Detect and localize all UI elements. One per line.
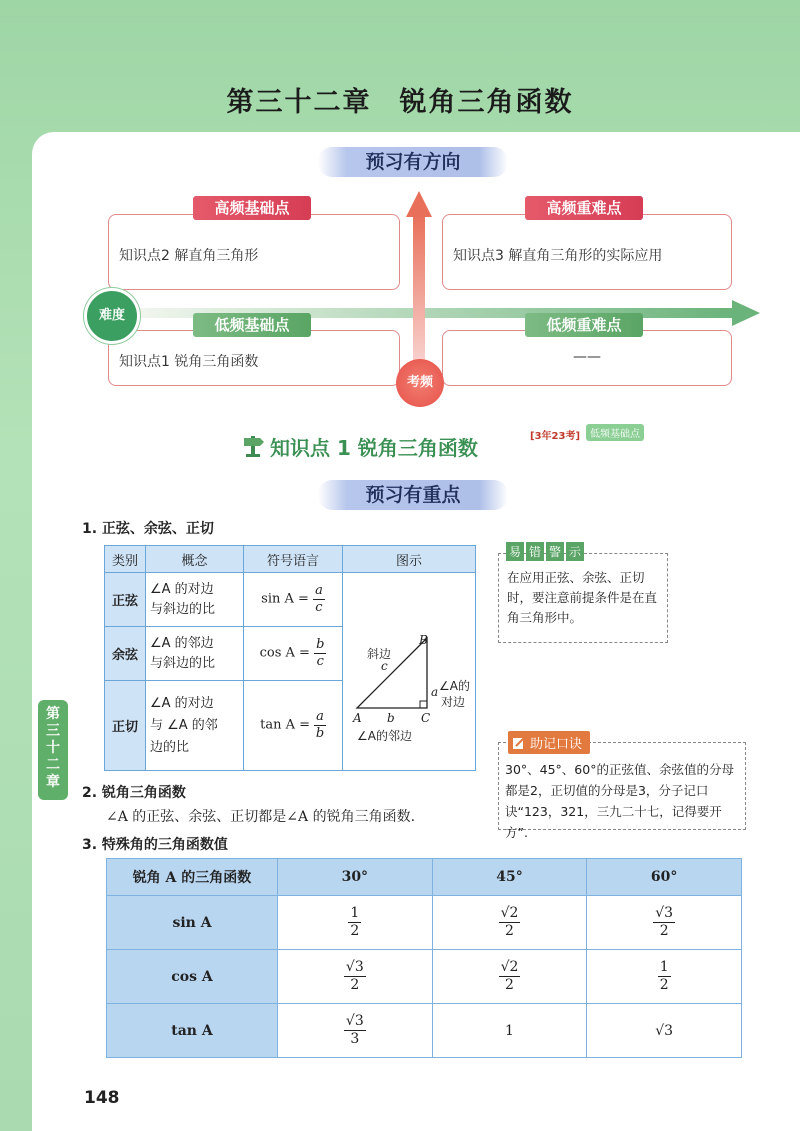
low-basic-tag: 低频基础点 <box>193 313 311 337</box>
warning-title-char: 易 <box>506 542 524 561</box>
difficulty-axis-label: 难度 <box>84 288 140 344</box>
mnemonic-text: 30°、45°、60°的正弦值、余弦值的分母都是2，正切值的分母是3，分子记口诀“123，321，三九二十七，记得要开方”. <box>505 762 734 840</box>
mnemonic-title-label: 助记口诀 <box>530 737 583 752</box>
row-tan-formula: tan A = $\frac{a}{b}$ <box>244 681 343 771</box>
quadrant-low-basic <box>108 330 400 386</box>
warning-title <box>506 542 584 561</box>
table-header-60: 60° <box>587 859 742 896</box>
section3-heading: 3. 特殊角的三角函数值 <box>82 837 228 853</box>
diagram-adj: ∠A的邻边 <box>357 729 412 743</box>
table-row <box>107 1004 742 1058</box>
diagram-opp: ∠A的 <box>439 679 470 693</box>
chapter-title: 第三十二章 锐角三角函数 <box>226 87 574 118</box>
preview-key-banner <box>318 480 508 510</box>
low-basic-content: 知识点1 锐角三角函数 <box>119 354 259 370</box>
trig-definition-table <box>104 545 476 771</box>
col-header-concept: 概念 <box>146 546 244 573</box>
cell-tan-60: √3 <box>587 1004 742 1058</box>
high-difficult-tag: 高频重难点 <box>525 196 643 220</box>
quadrant-high-difficult <box>442 214 732 290</box>
high-difficult-content: 知识点3 解直角三角形的实际应用 <box>453 248 663 264</box>
warning-title-char: 警 <box>546 542 564 561</box>
page-number: 148 <box>84 1088 120 1108</box>
diagram-B: B <box>419 633 428 647</box>
side-tab-label: 第三十二章 <box>46 706 60 790</box>
row-fn-sin: sin A <box>107 896 278 950</box>
knowledge-point-years: [3年23考] <box>530 431 581 442</box>
warning-title-char: 示 <box>566 542 584 561</box>
row-sin-concept: ∠A 的对边 与斜边的比 <box>146 573 244 627</box>
cell-tan-45: 1 <box>432 1004 587 1058</box>
high-basic-tag: 高频基础点 <box>193 196 311 220</box>
table-header-45: 45° <box>432 859 587 896</box>
diagram-C: C <box>421 711 431 725</box>
cell-cos-60: $\frac{1}{2}$ <box>587 950 742 1004</box>
row-cos-concept: ∠A 的邻边 与斜边的比 <box>146 627 244 681</box>
cell-sin-60: $\frac{√3}{2}$ <box>587 896 742 950</box>
low-difficult-content: —— <box>573 349 601 365</box>
row-cos-category: 余弦 <box>105 627 146 681</box>
knowledge-point-title: 知识点 1 锐角三角函数 <box>270 436 478 460</box>
row-tan-category: 正切 <box>105 681 146 771</box>
frequency-axis-arrow <box>406 191 432 217</box>
diagram-c: c <box>381 659 388 673</box>
preview-direction-label: 预习有方向 <box>365 151 461 173</box>
table-row <box>107 950 742 1004</box>
diagram-A: A <box>353 711 362 725</box>
section2-text: ∠A 的正弦、余弦、正切都是∠A 的锐角三角函数. <box>106 809 416 825</box>
warning-text: 在应用正弦、余弦、正切时，要注意前提条件是在直角三角形中。 <box>507 570 658 625</box>
signpost-icon <box>240 432 266 458</box>
table-header-fn: 锐角 A 的三角函数 <box>107 859 278 896</box>
knowledge-point-badge: 低频基础点 <box>586 424 644 441</box>
col-header-category: 类别 <box>105 546 146 573</box>
row-sin-category: 正弦 <box>105 573 146 627</box>
cell-sin-30: $\frac{1}{2}$ <box>278 896 433 950</box>
section1-heading: 1. 正弦、余弦、正切 <box>82 521 214 537</box>
row-sin-formula: sin A = $\frac{a}{c}$ <box>244 573 343 627</box>
diagram-opp2: 对边 <box>441 695 466 709</box>
pencil-note-icon <box>512 736 526 750</box>
row-tan-concept: ∠A 的对边 与 ∠A 的邻 边的比 <box>146 681 244 771</box>
frequency-axis-label: 考频 <box>396 359 444 407</box>
mnemonic-title <box>508 731 590 754</box>
difficulty-axis-arrow <box>732 300 760 326</box>
col-header-diagram: 图示 <box>343 546 476 573</box>
col-header-symbol: 符号语言 <box>244 546 343 573</box>
table-row <box>107 896 742 950</box>
mnemonic-box <box>498 742 746 840</box>
diagram-a: a <box>431 685 439 699</box>
row-fn-cos: cos A <box>107 950 278 1004</box>
cell-cos-30: $\frac{√3}{2}$ <box>278 950 433 1004</box>
chapter-side-tab <box>38 700 68 800</box>
high-basic-content: 知识点2 解直角三角形 <box>119 248 259 264</box>
special-angle-table <box>106 858 742 1058</box>
quadrant-low-difficult <box>442 330 732 386</box>
cell-tan-30: $\frac{√3}{3}$ <box>278 1004 433 1058</box>
row-cos-formula: cos A = $\frac{b}{c}$ <box>244 627 343 681</box>
quadrant-high-basic <box>108 214 400 290</box>
cell-sin-45: $\frac{√2}{2}$ <box>432 896 587 950</box>
right-triangle-diagram <box>343 573 476 771</box>
diagram-hyp: 斜边 <box>367 647 392 661</box>
section2-heading: 2. 锐角三角函数 <box>82 785 186 801</box>
warning-title-char: 错 <box>526 542 544 561</box>
table-header-30: 30° <box>278 859 433 896</box>
cell-cos-45: $\frac{√2}{2}$ <box>432 950 587 1004</box>
row-fn-tan: tan A <box>107 1004 278 1058</box>
warning-box <box>498 553 668 643</box>
low-difficult-tag: 低频重难点 <box>525 313 643 337</box>
preview-key-label: 预习有重点 <box>365 484 461 506</box>
preview-direction-banner <box>318 147 508 177</box>
diagram-b: b <box>387 711 395 725</box>
